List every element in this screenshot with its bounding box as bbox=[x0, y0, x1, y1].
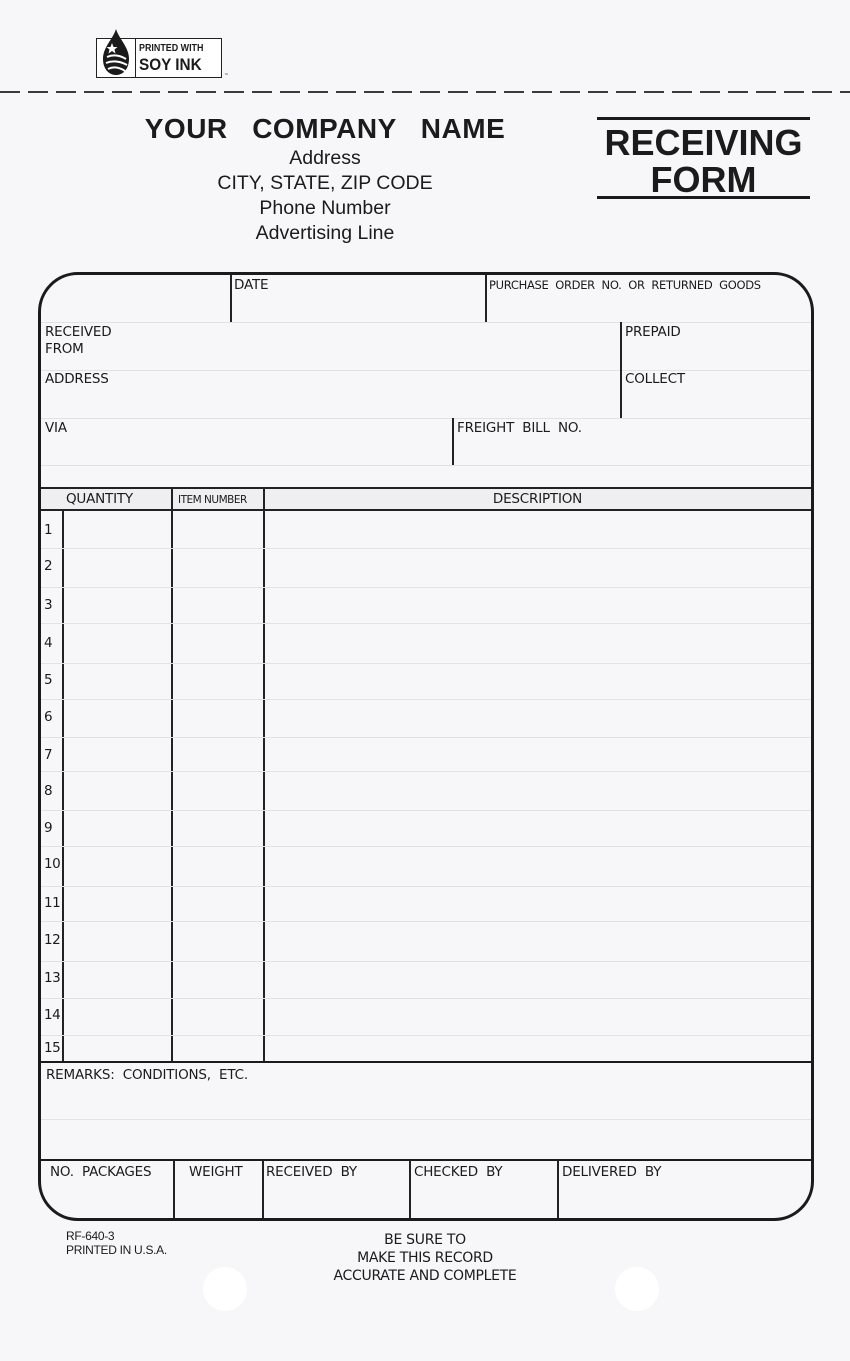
form-title-line2: FORM bbox=[650, 159, 757, 200]
punch-hole-left bbox=[203, 1267, 247, 1311]
freight-bill-label: FREIGHT BILL NO. bbox=[457, 420, 582, 436]
date-divider bbox=[230, 275, 232, 322]
item-number-header: ITEM NUMBER bbox=[178, 494, 247, 506]
footer-reminder bbox=[300, 1231, 550, 1285]
remarks-top-border bbox=[41, 1061, 811, 1063]
freight-bill-field[interactable] bbox=[456, 438, 808, 463]
freight-divider bbox=[452, 418, 454, 465]
no-packages-field[interactable] bbox=[70, 1182, 170, 1216]
form-title-line1: RECEIVING bbox=[604, 122, 803, 163]
row-number: 11 bbox=[44, 895, 61, 911]
checked-by-label: CHECKED BY bbox=[414, 1164, 503, 1180]
form-code: RF-640-3 bbox=[66, 1229, 115, 1243]
row-number: 9 bbox=[44, 820, 53, 836]
row-number: 12 bbox=[44, 932, 61, 948]
row-number: 13 bbox=[44, 970, 61, 986]
quantity-item-divider bbox=[171, 487, 173, 1062]
company-block bbox=[140, 112, 510, 246]
row-number: 3 bbox=[44, 597, 53, 613]
row-divider bbox=[41, 370, 811, 371]
delivered-by-label: DELIVERED BY bbox=[562, 1164, 662, 1180]
rownum-divider bbox=[62, 511, 64, 1062]
logo-divider bbox=[135, 39, 136, 77]
received-from-label-2: FROM bbox=[45, 341, 84, 357]
row-number: 6 bbox=[44, 709, 53, 725]
purchase-order-label: PURCHASE ORDER NO. OR RETURNED GOODS bbox=[489, 278, 761, 292]
date-field[interactable] bbox=[234, 294, 482, 320]
received-by-label: RECEIVED BY bbox=[266, 1164, 357, 1180]
row-number: 4 bbox=[44, 635, 53, 651]
prepaid-label: PREPAID bbox=[625, 324, 681, 340]
row-number: 15 bbox=[44, 1040, 61, 1056]
weight-label: WEIGHT bbox=[189, 1164, 243, 1180]
remarks-label: REMARKS: CONDITIONS, ETC. bbox=[46, 1067, 248, 1083]
printed-in: PRINTED IN U.S.A. bbox=[66, 1243, 167, 1257]
footer-row-top-border bbox=[41, 1159, 811, 1161]
address-label: ADDRESS bbox=[45, 371, 109, 387]
delivered-by-field[interactable] bbox=[561, 1182, 781, 1216]
packages-weight-divider bbox=[173, 1160, 175, 1218]
date-label: DATE bbox=[234, 277, 269, 293]
company-phone: Phone Number bbox=[259, 197, 391, 219]
perforation-line bbox=[0, 90, 850, 94]
row-divider bbox=[41, 322, 811, 323]
row-number: 2 bbox=[44, 558, 53, 574]
address-field[interactable] bbox=[120, 374, 615, 416]
received-checked-divider bbox=[409, 1160, 411, 1218]
company-advertising: Advertising Line bbox=[255, 222, 395, 244]
company-name: YOUR COMPANY NAME bbox=[144, 113, 506, 144]
via-field[interactable] bbox=[80, 421, 448, 463]
received-by-field[interactable] bbox=[266, 1182, 406, 1216]
form-title bbox=[597, 117, 810, 199]
received-from-field[interactable] bbox=[120, 326, 615, 368]
item-number-column-field[interactable] bbox=[175, 512, 261, 1061]
weight-field[interactable] bbox=[177, 1182, 259, 1216]
soy-ink-drop-icon bbox=[99, 27, 133, 77]
checked-by-field[interactable] bbox=[413, 1182, 554, 1216]
table-header bbox=[41, 487, 811, 511]
row-number: 5 bbox=[44, 672, 53, 688]
row-number: 10 bbox=[44, 856, 61, 872]
row-divider bbox=[41, 465, 811, 466]
reminder-line-3: ACCURATE AND COMPLETE bbox=[333, 1268, 517, 1284]
reminder-line-2: MAKE THIS RECORD bbox=[357, 1250, 493, 1266]
row-divider bbox=[41, 418, 811, 419]
description-header: DESCRIPTION bbox=[492, 491, 583, 507]
logo-line1: PRINTED WITH bbox=[139, 42, 204, 54]
quantity-column-field[interactable] bbox=[65, 512, 170, 1061]
reminder-line-1: BE SURE TO bbox=[384, 1232, 466, 1248]
collect-field[interactable] bbox=[624, 388, 809, 416]
company-address: Address bbox=[289, 147, 361, 169]
punch-hole-right bbox=[615, 1267, 659, 1311]
remarks-field[interactable] bbox=[44, 1086, 809, 1158]
description-column-field[interactable] bbox=[267, 512, 809, 1061]
no-packages-label: NO. PACKAGES bbox=[50, 1164, 152, 1180]
collect-label: COLLECT bbox=[625, 371, 685, 387]
logo-line2: SOY INK bbox=[139, 55, 202, 74]
weight-received-divider bbox=[262, 1160, 264, 1218]
quantity-header: QUANTITY bbox=[66, 491, 133, 507]
purchase-order-field[interactable] bbox=[489, 294, 789, 320]
via-label: VIA bbox=[45, 420, 67, 436]
row-number: 1 bbox=[44, 522, 53, 538]
row-number: 7 bbox=[44, 747, 53, 763]
soy-ink-logo bbox=[96, 38, 229, 79]
company-city-state-zip: CITY, STATE, ZIP CODE bbox=[217, 172, 433, 194]
item-description-divider bbox=[263, 487, 265, 1062]
footer-left bbox=[66, 1229, 167, 1257]
logo-trademark: ™ bbox=[224, 73, 229, 79]
row-number: 8 bbox=[44, 783, 53, 799]
received-from-label-1: RECEIVED bbox=[45, 324, 112, 340]
top-left-field[interactable] bbox=[42, 290, 228, 320]
po-divider bbox=[485, 275, 487, 322]
checked-delivered-divider bbox=[557, 1160, 559, 1218]
prepaid-field[interactable] bbox=[624, 340, 809, 368]
prepaid-collect-divider bbox=[620, 322, 622, 418]
row-number: 14 bbox=[44, 1007, 61, 1023]
